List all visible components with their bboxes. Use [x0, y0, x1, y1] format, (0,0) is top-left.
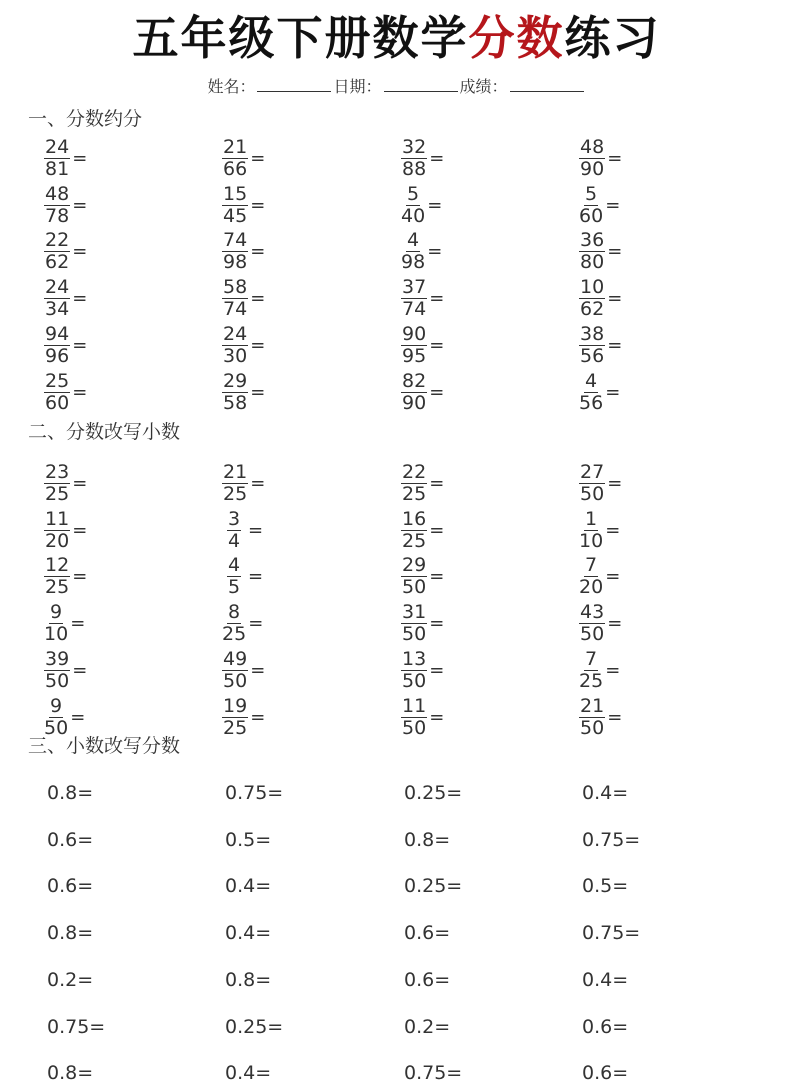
fraction-exercise	[579, 137, 622, 180]
equals-sign: =	[72, 381, 88, 403]
title-highlight: 分数	[468, 11, 565, 65]
numerator: 11	[45, 507, 70, 530]
fraction-exercise	[44, 324, 87, 367]
fraction	[579, 277, 605, 320]
numerator: 9	[50, 601, 63, 624]
decimal-exercise: 0.25=	[404, 875, 463, 898]
fraction-exercise	[222, 462, 265, 505]
fraction	[401, 696, 427, 739]
fraction	[401, 324, 427, 367]
fraction	[401, 602, 427, 645]
date-blank[interactable]	[384, 76, 458, 92]
numerator: 22	[45, 229, 70, 252]
fraction-exercise	[579, 230, 622, 273]
decimal-exercise: 0.4=	[582, 968, 629, 991]
equals-sign: =	[72, 241, 88, 263]
fraction-exercise	[44, 371, 87, 414]
fraction	[44, 184, 70, 227]
denominator: 25	[223, 483, 248, 505]
equals-sign: =	[429, 334, 445, 356]
fraction	[401, 555, 427, 598]
fraction	[44, 509, 70, 552]
decimal-exercise: 0.6=	[404, 922, 451, 945]
denominator: 4	[227, 529, 241, 552]
equals-sign: =	[429, 566, 445, 588]
equals-sign: =	[607, 473, 623, 494]
denominator: 50	[580, 716, 605, 739]
fraction-exercise	[401, 371, 444, 414]
fraction-exercise	[579, 649, 620, 692]
equals-sign: =	[607, 706, 623, 728]
fraction	[222, 184, 248, 227]
decimal-exercise: 0.8=	[47, 922, 94, 945]
decimal-exercise: 0.8=	[47, 782, 94, 804]
section-heading-reduce: 一、分数约分	[28, 108, 143, 130]
fraction-exercise	[44, 230, 87, 273]
equals-sign: =	[250, 288, 266, 310]
denominator: 62	[580, 298, 605, 321]
fraction-exercise	[401, 509, 444, 552]
equals-sign: =	[250, 334, 266, 356]
fraction-exercise	[222, 509, 263, 552]
denominator: 30	[223, 344, 248, 367]
fraction	[44, 324, 70, 367]
denominator: 50	[402, 669, 427, 692]
fraction	[222, 462, 248, 505]
fraction	[401, 371, 427, 414]
denominator: 95	[402, 344, 427, 367]
denominator: 60	[579, 204, 604, 227]
denominator: 80	[580, 251, 605, 274]
numerator: 29	[402, 554, 427, 577]
decimal-exercise: 0.5=	[225, 828, 272, 851]
fraction-exercise	[401, 277, 444, 320]
decimal-exercise: 0.8=	[225, 968, 272, 991]
fraction	[222, 649, 248, 692]
denominator: 20	[579, 576, 604, 599]
fraction-exercise	[579, 509, 620, 552]
fraction	[222, 277, 248, 320]
numerator: 32	[402, 136, 427, 158]
numerator: 24	[223, 322, 248, 345]
denominator: 5	[227, 576, 241, 599]
equals-sign: =	[429, 288, 445, 310]
numerator: 11	[402, 694, 427, 717]
equals-sign: =	[605, 659, 621, 681]
numerator: 21	[580, 694, 605, 717]
numerator: 29	[223, 369, 248, 392]
denominator: 34	[45, 298, 70, 321]
numerator: 13	[402, 647, 427, 670]
denominator: 56	[579, 391, 604, 414]
numerator: 21	[223, 136, 248, 158]
denominator: 25	[402, 483, 427, 505]
decimal-exercise: 0.4=	[582, 782, 629, 804]
numerator: 36	[580, 229, 605, 252]
fraction	[222, 137, 248, 180]
numerator: 5	[585, 182, 598, 205]
fraction	[401, 184, 425, 227]
equals-sign: =	[250, 473, 266, 494]
numerator: 24	[45, 136, 70, 158]
equals-sign: =	[429, 613, 445, 635]
numerator: 49	[223, 647, 248, 670]
fraction	[44, 230, 70, 273]
fraction-exercise	[401, 462, 444, 505]
fraction	[401, 137, 427, 180]
fraction-exercise	[44, 555, 87, 598]
fraction-exercise	[222, 649, 265, 692]
equals-sign: =	[72, 288, 88, 310]
equals-sign: =	[607, 241, 623, 263]
equals-sign: =	[429, 473, 445, 494]
numerator: 94	[45, 322, 70, 345]
section-heading-to-decimal: 二、分数改写小数	[28, 421, 181, 443]
denominator: 98	[223, 251, 248, 274]
numerator: 4	[407, 229, 420, 252]
fraction-exercise	[44, 602, 85, 645]
denominator: 60	[45, 391, 70, 414]
numerator: 1	[585, 507, 598, 530]
decimal-exercise: 0.25=	[404, 782, 463, 804]
fraction	[44, 462, 70, 505]
title-part1: 五年级下册数学	[132, 11, 469, 65]
fraction-exercise	[579, 277, 622, 320]
denominator: 40	[401, 204, 426, 227]
fraction	[579, 137, 605, 180]
section-heading-to-fraction: 三、小数改写分数	[28, 735, 181, 757]
fraction-exercise	[44, 462, 87, 505]
decimal-exercise: 0.8=	[47, 1062, 94, 1085]
denominator: 50	[402, 623, 427, 646]
numerator: 38	[580, 322, 605, 345]
fraction-exercise	[44, 649, 87, 692]
equals-sign: =	[429, 519, 445, 541]
numerator: 27	[580, 461, 605, 483]
denominator: 58	[223, 391, 248, 414]
fraction-exercise	[222, 137, 265, 180]
equals-sign: =	[250, 241, 266, 263]
denominator: 90	[402, 391, 427, 414]
fraction-exercise	[401, 649, 444, 692]
fraction	[222, 324, 248, 367]
equals-sign: =	[72, 659, 88, 681]
fraction-exercise	[222, 696, 265, 739]
equals-sign: =	[427, 241, 443, 263]
denominator: 50	[223, 669, 248, 692]
denominator: 10	[44, 623, 69, 646]
numerator: 24	[45, 276, 70, 299]
fraction-exercise	[401, 602, 444, 645]
equals-sign: =	[607, 288, 623, 310]
equals-sign: =	[70, 613, 86, 635]
denominator: 62	[45, 251, 70, 274]
equals-sign: =	[429, 148, 445, 169]
denominator: 74	[223, 298, 248, 321]
fraction	[579, 555, 603, 598]
fraction	[222, 371, 248, 414]
decimal-exercise: 0.25=	[225, 1015, 284, 1038]
fraction	[579, 602, 605, 645]
equals-sign: =	[605, 194, 621, 216]
fraction	[579, 649, 603, 692]
score-blank[interactable]	[510, 76, 584, 92]
fraction	[222, 230, 248, 273]
numerator: 21	[223, 461, 248, 483]
denominator: 96	[45, 344, 70, 367]
fraction-exercise	[44, 277, 87, 320]
numerator: 19	[223, 694, 248, 717]
equals-sign: =	[427, 194, 443, 216]
date-label: 日期：	[333, 77, 382, 96]
fraction-exercise	[579, 555, 620, 598]
denominator: 98	[401, 251, 426, 274]
decimal-exercise: 0.6=	[582, 1062, 629, 1085]
fraction-exercise	[579, 324, 622, 367]
decimal-exercise: 0.6=	[582, 1015, 629, 1038]
equals-sign: =	[250, 148, 266, 169]
equals-sign: =	[605, 381, 621, 403]
equals-sign: =	[250, 194, 266, 216]
decimal-exercise: 0.75=	[47, 1015, 106, 1038]
numerator: 15	[223, 182, 248, 205]
fraction-exercise	[579, 462, 622, 505]
fraction-exercise	[44, 137, 87, 180]
denominator: 50	[402, 716, 427, 739]
fraction	[222, 509, 246, 552]
fraction-exercise	[579, 696, 622, 739]
fraction	[222, 602, 246, 645]
decimal-exercise: 0.75=	[582, 828, 641, 851]
denominator: 25	[223, 716, 248, 739]
equals-sign: =	[250, 706, 266, 728]
fraction-exercise	[401, 230, 442, 273]
fraction-exercise	[401, 555, 444, 598]
numerator: 48	[580, 136, 605, 158]
decimal-exercise: 0.4=	[225, 875, 272, 898]
fraction-exercise	[579, 184, 620, 227]
fraction-exercise	[222, 555, 263, 598]
fraction	[401, 462, 427, 505]
student-info-line	[0, 76, 793, 98]
equals-sign: =	[429, 381, 445, 403]
fraction-exercise	[401, 137, 444, 180]
equals-sign: =	[70, 706, 86, 728]
title-part2: 练习	[564, 11, 661, 65]
equals-sign: =	[72, 566, 88, 588]
denominator: 50	[44, 716, 69, 739]
equals-sign: =	[607, 148, 623, 169]
equals-sign: =	[605, 566, 621, 588]
equals-sign: =	[72, 194, 88, 216]
numerator: 82	[402, 369, 427, 392]
fraction-exercise	[44, 184, 87, 227]
equals-sign: =	[250, 381, 266, 403]
fraction-exercise	[401, 324, 444, 367]
fraction	[44, 602, 68, 645]
fraction-exercise	[222, 602, 263, 645]
denominator: 25	[402, 529, 427, 552]
numerator: 25	[45, 369, 70, 392]
fraction	[579, 184, 603, 227]
numerator: 3	[227, 507, 241, 530]
fraction-exercise	[401, 184, 442, 227]
denominator: 25	[222, 623, 247, 646]
fraction	[44, 371, 70, 414]
fraction	[579, 509, 603, 552]
numerator: 12	[45, 554, 70, 577]
equals-sign: =	[250, 659, 266, 681]
numerator: 4	[585, 369, 598, 392]
numerator: 7	[585, 647, 598, 670]
fraction-exercise	[579, 602, 622, 645]
name-label: 姓名：	[207, 77, 256, 96]
decimal-exercise: 0.5=	[582, 875, 629, 898]
denominator: 74	[402, 298, 427, 321]
numerator: 5	[407, 182, 420, 205]
numerator: 31	[402, 601, 427, 624]
denominator: 50	[580, 623, 605, 646]
fraction-exercise	[401, 696, 444, 739]
equals-sign: =	[72, 473, 88, 494]
equals-sign: =	[248, 519, 264, 541]
equals-sign: =	[429, 659, 445, 681]
denominator: 78	[45, 204, 70, 227]
fraction	[401, 649, 427, 692]
numerator: 48	[45, 182, 70, 205]
equals-sign: =	[72, 148, 88, 169]
decimal-exercise: 0.2=	[404, 1015, 451, 1038]
fraction-exercise	[44, 509, 87, 552]
fraction-exercise	[222, 371, 265, 414]
numerator: 23	[45, 461, 70, 483]
fraction	[44, 277, 70, 320]
numerator: 74	[223, 229, 248, 252]
numerator: 8	[228, 601, 241, 624]
denominator: 10	[579, 529, 604, 552]
denominator: 25	[579, 669, 604, 692]
denominator: 45	[223, 204, 248, 227]
fraction	[579, 462, 605, 505]
numerator: 90	[402, 322, 427, 345]
decimal-exercise: 0.75=	[225, 782, 284, 804]
denominator: 50	[580, 483, 605, 505]
numerator: 4	[227, 554, 241, 577]
numerator: 10	[580, 276, 605, 299]
fraction	[44, 137, 70, 180]
equals-sign: =	[72, 334, 88, 356]
fraction-exercise	[222, 230, 265, 273]
fraction	[579, 371, 603, 414]
decimal-exercise: 0.4=	[225, 1062, 272, 1085]
numerator: 37	[402, 276, 427, 299]
fraction	[401, 230, 425, 273]
fraction-exercise	[44, 696, 85, 739]
fraction	[401, 277, 427, 320]
numerator: 9	[50, 694, 63, 717]
decimal-exercise: 0.6=	[404, 968, 451, 991]
decimal-exercise: 0.8=	[404, 828, 451, 851]
decimal-exercise: 0.2=	[47, 968, 94, 991]
fraction-exercise	[222, 324, 265, 367]
denominator: 90	[580, 158, 605, 180]
equals-sign: =	[607, 334, 623, 356]
decimal-exercise: 0.6=	[47, 828, 94, 851]
denominator: 50	[45, 669, 70, 692]
fraction-exercise	[222, 184, 265, 227]
fraction	[44, 696, 68, 739]
fraction-exercise	[579, 371, 620, 414]
fraction	[579, 696, 605, 739]
denominator: 88	[402, 158, 427, 180]
page-title	[0, 8, 793, 68]
fraction	[222, 696, 248, 739]
fraction	[222, 555, 246, 598]
decimal-exercise: 0.6=	[47, 875, 94, 898]
numerator: 43	[580, 601, 605, 624]
denominator: 81	[45, 158, 70, 180]
numerator: 39	[45, 647, 70, 670]
fraction	[401, 509, 427, 552]
score-label: 成绩：	[459, 77, 508, 96]
fraction	[579, 324, 605, 367]
numerator: 7	[585, 554, 598, 577]
denominator: 50	[402, 576, 427, 599]
denominator: 56	[580, 344, 605, 367]
equals-sign: =	[605, 519, 621, 541]
numerator: 16	[402, 507, 427, 530]
equals-sign: =	[248, 566, 264, 588]
denominator: 25	[45, 483, 70, 505]
numerator: 58	[223, 276, 248, 299]
denominator: 20	[45, 529, 70, 552]
decimal-exercise: 0.75=	[404, 1062, 463, 1085]
denominator: 25	[45, 576, 70, 599]
numerator: 22	[402, 461, 427, 483]
equals-sign: =	[248, 613, 264, 635]
equals-sign: =	[607, 613, 623, 635]
fraction	[44, 649, 70, 692]
decimal-exercise: 0.75=	[582, 922, 641, 945]
fraction-exercise	[222, 277, 265, 320]
name-blank[interactable]	[257, 76, 331, 92]
denominator: 66	[223, 158, 248, 180]
fraction	[579, 230, 605, 273]
decimal-exercise: 0.4=	[225, 922, 272, 945]
equals-sign: =	[429, 706, 445, 728]
equals-sign: =	[72, 519, 88, 541]
fraction	[44, 555, 70, 598]
